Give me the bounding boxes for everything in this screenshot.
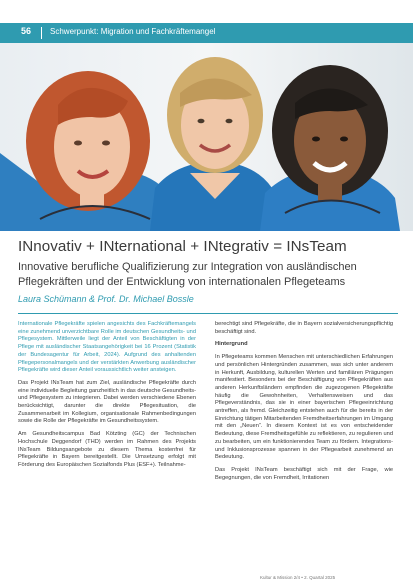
body-paragraph: In Pflegeteams kommen Menschen mit unterschiedlichen Erfahrungen und persönlichen Hintergründen zusammen, was sich unter anderem in Herkunft, Ausbildung, kulturellen Werten und familiären Prägungen manifestiert. Besonders bei der Beschäftigung von Pflegekräften aus anderen Herkunftsländern empfinden die zugezogenen Pflegekräfte häufig die Gewohnheiten, Verhaltensweisen und das Pflegeverständnis, das sie in einer bayerischen Pflegeeinrichtung antreffen, als fremd. Gleichzeitig entstehen auch für die bereits in der Einrichtung tätigen Mitarbeitenden Fremdheitserfahrungen im Umgang mit den „Neuen“. In diesem Kontext ist es von entscheidender Bedeutung, diese Fremdheitsgefühle zu reflektieren, zu regulieren und zu bearbeiten, um ein funktionierendes Team zu fördern. Integrations- und Inklusionsprozesse spannen in der Pflegearbeit zunehmend an Bedeutung. bbox=[215, 354, 393, 461]
intro-paragraph: Internationale Pflegekräfte spielen angesichts des Fachkräftemangels eine zunehmend unverzichtbare Rolle im deutschen Gesundheits- und Pflegesystem. Mittlerweile liegt der Anteil von Beschäftigten in der Pflege mit ausländischer Staatsangehörigkeit bei 16 Prozent (Statistik der Bundesagentur für Arbeit, 2024). Aufgrund des anhaltenden Pflegepersonalmangels und der verstärkten Anwerbung ausländischer Pflegekräfte wird dieser Anteil voraussichtlich weiter ansteigen. bbox=[18, 321, 196, 374]
page-footer: Kultur & Mission 2/4 • 2. Quartal 2025 bbox=[260, 575, 336, 580]
divider-rule bbox=[18, 313, 398, 314]
subheadline-line-1: Innovative berufliche Qualifizierung zur Integration von ausländischen bbox=[18, 261, 357, 273]
body-paragraph: Am Gesundheitscampus Bad Kötzting (GC) der Technischen Hochschule Deggendorf (THD) werden im Rahmen des Projekts INsTeam Bildungsangebote zu diesem Thema kostenfrei für Pflegekräfte in Bayern bereitgestellt. Die Umsetzung erfolgt mit Förderung des Europäischen Sozialfonds Plus (ESF+). Teilnahme- bbox=[18, 431, 196, 468]
left-column bbox=[18, 321, 196, 475]
body-paragraph: Das Projekt INsTeam hat zum Ziel, ausländische Pflegekräfte durch eine individuelle Begleitung ganzheitlich in das deutsche Gesundheits- und Pflegesystem zu integrieren. Dabei werden verschiedene Ebenen berücksichtigt, darunter die direkte Pflegesituation, die Zusammenarbeit im Kollegium, organisationale Rahmenbedingungen sowie die Rolle der Pflegekräfte im Gesundheitssystem. bbox=[18, 379, 196, 425]
body-paragraph: berechtigt sind Pflegekräfte, die in Bayern sozialversicherungspflichtig beschäftigt sind. bbox=[215, 321, 393, 335]
article-authors: Laura Schümann & Prof. Dr. Michael Bossle bbox=[18, 294, 194, 304]
page-number: 56 bbox=[21, 26, 32, 36]
subhead-hintergrund: Hintergrund bbox=[215, 341, 248, 348]
right-column bbox=[215, 321, 393, 487]
header-divider bbox=[41, 27, 42, 39]
header-photo bbox=[0, 43, 413, 231]
header-bar bbox=[0, 23, 413, 43]
article-headline: INnovativ + INternational + INtegrativ = INsTeam bbox=[18, 238, 347, 255]
section-title: Schwerpunkt: Migration und Fachkräftemangel bbox=[50, 27, 216, 36]
body-paragraph: Das Projekt INsTeam beschäftigt sich mit der Frage, wie Begegnungen, die von Fremdheit, Irritationen bbox=[215, 466, 393, 481]
article-subheadline bbox=[18, 260, 400, 290]
subheadline-line-2: Pflegekräften und der Entwicklung von internationalen Pflegeteams bbox=[18, 276, 346, 288]
